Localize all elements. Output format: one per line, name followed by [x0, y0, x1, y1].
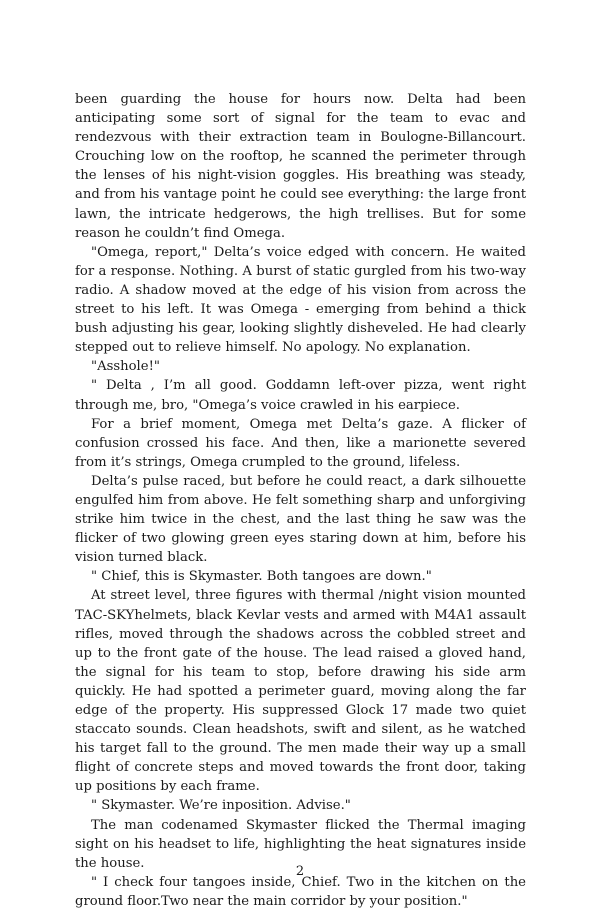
page-body: [75, 90, 526, 911]
paragraph-2: "Omega, report," Delta’s voice edged with concern. He waited for a response. Nothing. A burst of static gurgled from his two-way radio. A shadow moved at the edge of his vision from across the street to his left. It was Omega - emerging from behind a thick bush adjusting his gear, looking slightly disheveled. He had clearly stepped out to relieve himself. No apology. No explanation.: [75, 244, 526, 356]
page-number: 2: [295, 864, 305, 879]
paragraph-5: For a brief moment, Omega met Delta’s gaze. A flicker of confusion crossed his face. And then, like a marionette severed from it’s strings, Omega crumpled to the ground, lifeless.: [75, 416, 526, 470]
paragraph-11: " I check four tangoes inside, Chief. Two in the kitchen on the ground floor.Two near the main corridor by your position.": [75, 874, 526, 909]
paragraph-10: The man codenamed Skymaster flicked the Thermal imaging sight on his headset to life, highlighting the heat signatures inside the house.: [75, 817, 526, 871]
paragraph-3: "Asshole!": [91, 359, 160, 375]
paragraph-9: " Skymaster. We’re inposition. Advise.": [91, 798, 351, 814]
paragraph-4: " Delta , I’m all good. Goddamn left-over pizza, went right through me, bro, "Omega’s voice crawled in his earpiece.: [75, 378, 526, 413]
paragraph-1: been guarding the house for hours now. Delta had been anticipating some sort of signal for the team to evac and rendezvous with their extraction team in Boulogne-Billancourt. Crouching low on the rooftop, he scanned the perimeter through the lenses of his night-vision goggles. His breathing was steady, and from his vantage point he could see everything: the large front lawn, the intricate hedgerows, the high trellises. But for some reason he couldn’t find Omega.: [75, 92, 526, 241]
paragraph-6: Delta’s pulse raced, but before he could react, a dark silhouette engulfed him from above. He felt something sharp and unforgiving strike him twice in the chest, and the last thing he saw was the flicker of two glowing green eyes staring down at him, before his vision turned black.: [75, 473, 526, 566]
paragraph-7: " Chief, this is Skymaster. Both tangoes are down.": [91, 569, 432, 585]
paragraph-8: At street level, three figures with thermal /night vision mounted TAC-SKYhelmets, black Kevlar vests and armed with M4A1 assault rifles, moved through the shadows across the cobbled street and up to the front gate of the house. The lead raised a gloved hand, the signal for his team to stop, before drawing his side arm quickly. He had spotted a perimeter guard, moving along the far edge of the property. His suppressed Glock 17 made two quiet staccato sounds. Clean headshots, swift and silent, as he watched his target fall to the ground. The men made their way up a small flight of concrete steps and moved towards the front door, taking up positions by each frame.: [75, 588, 526, 795]
